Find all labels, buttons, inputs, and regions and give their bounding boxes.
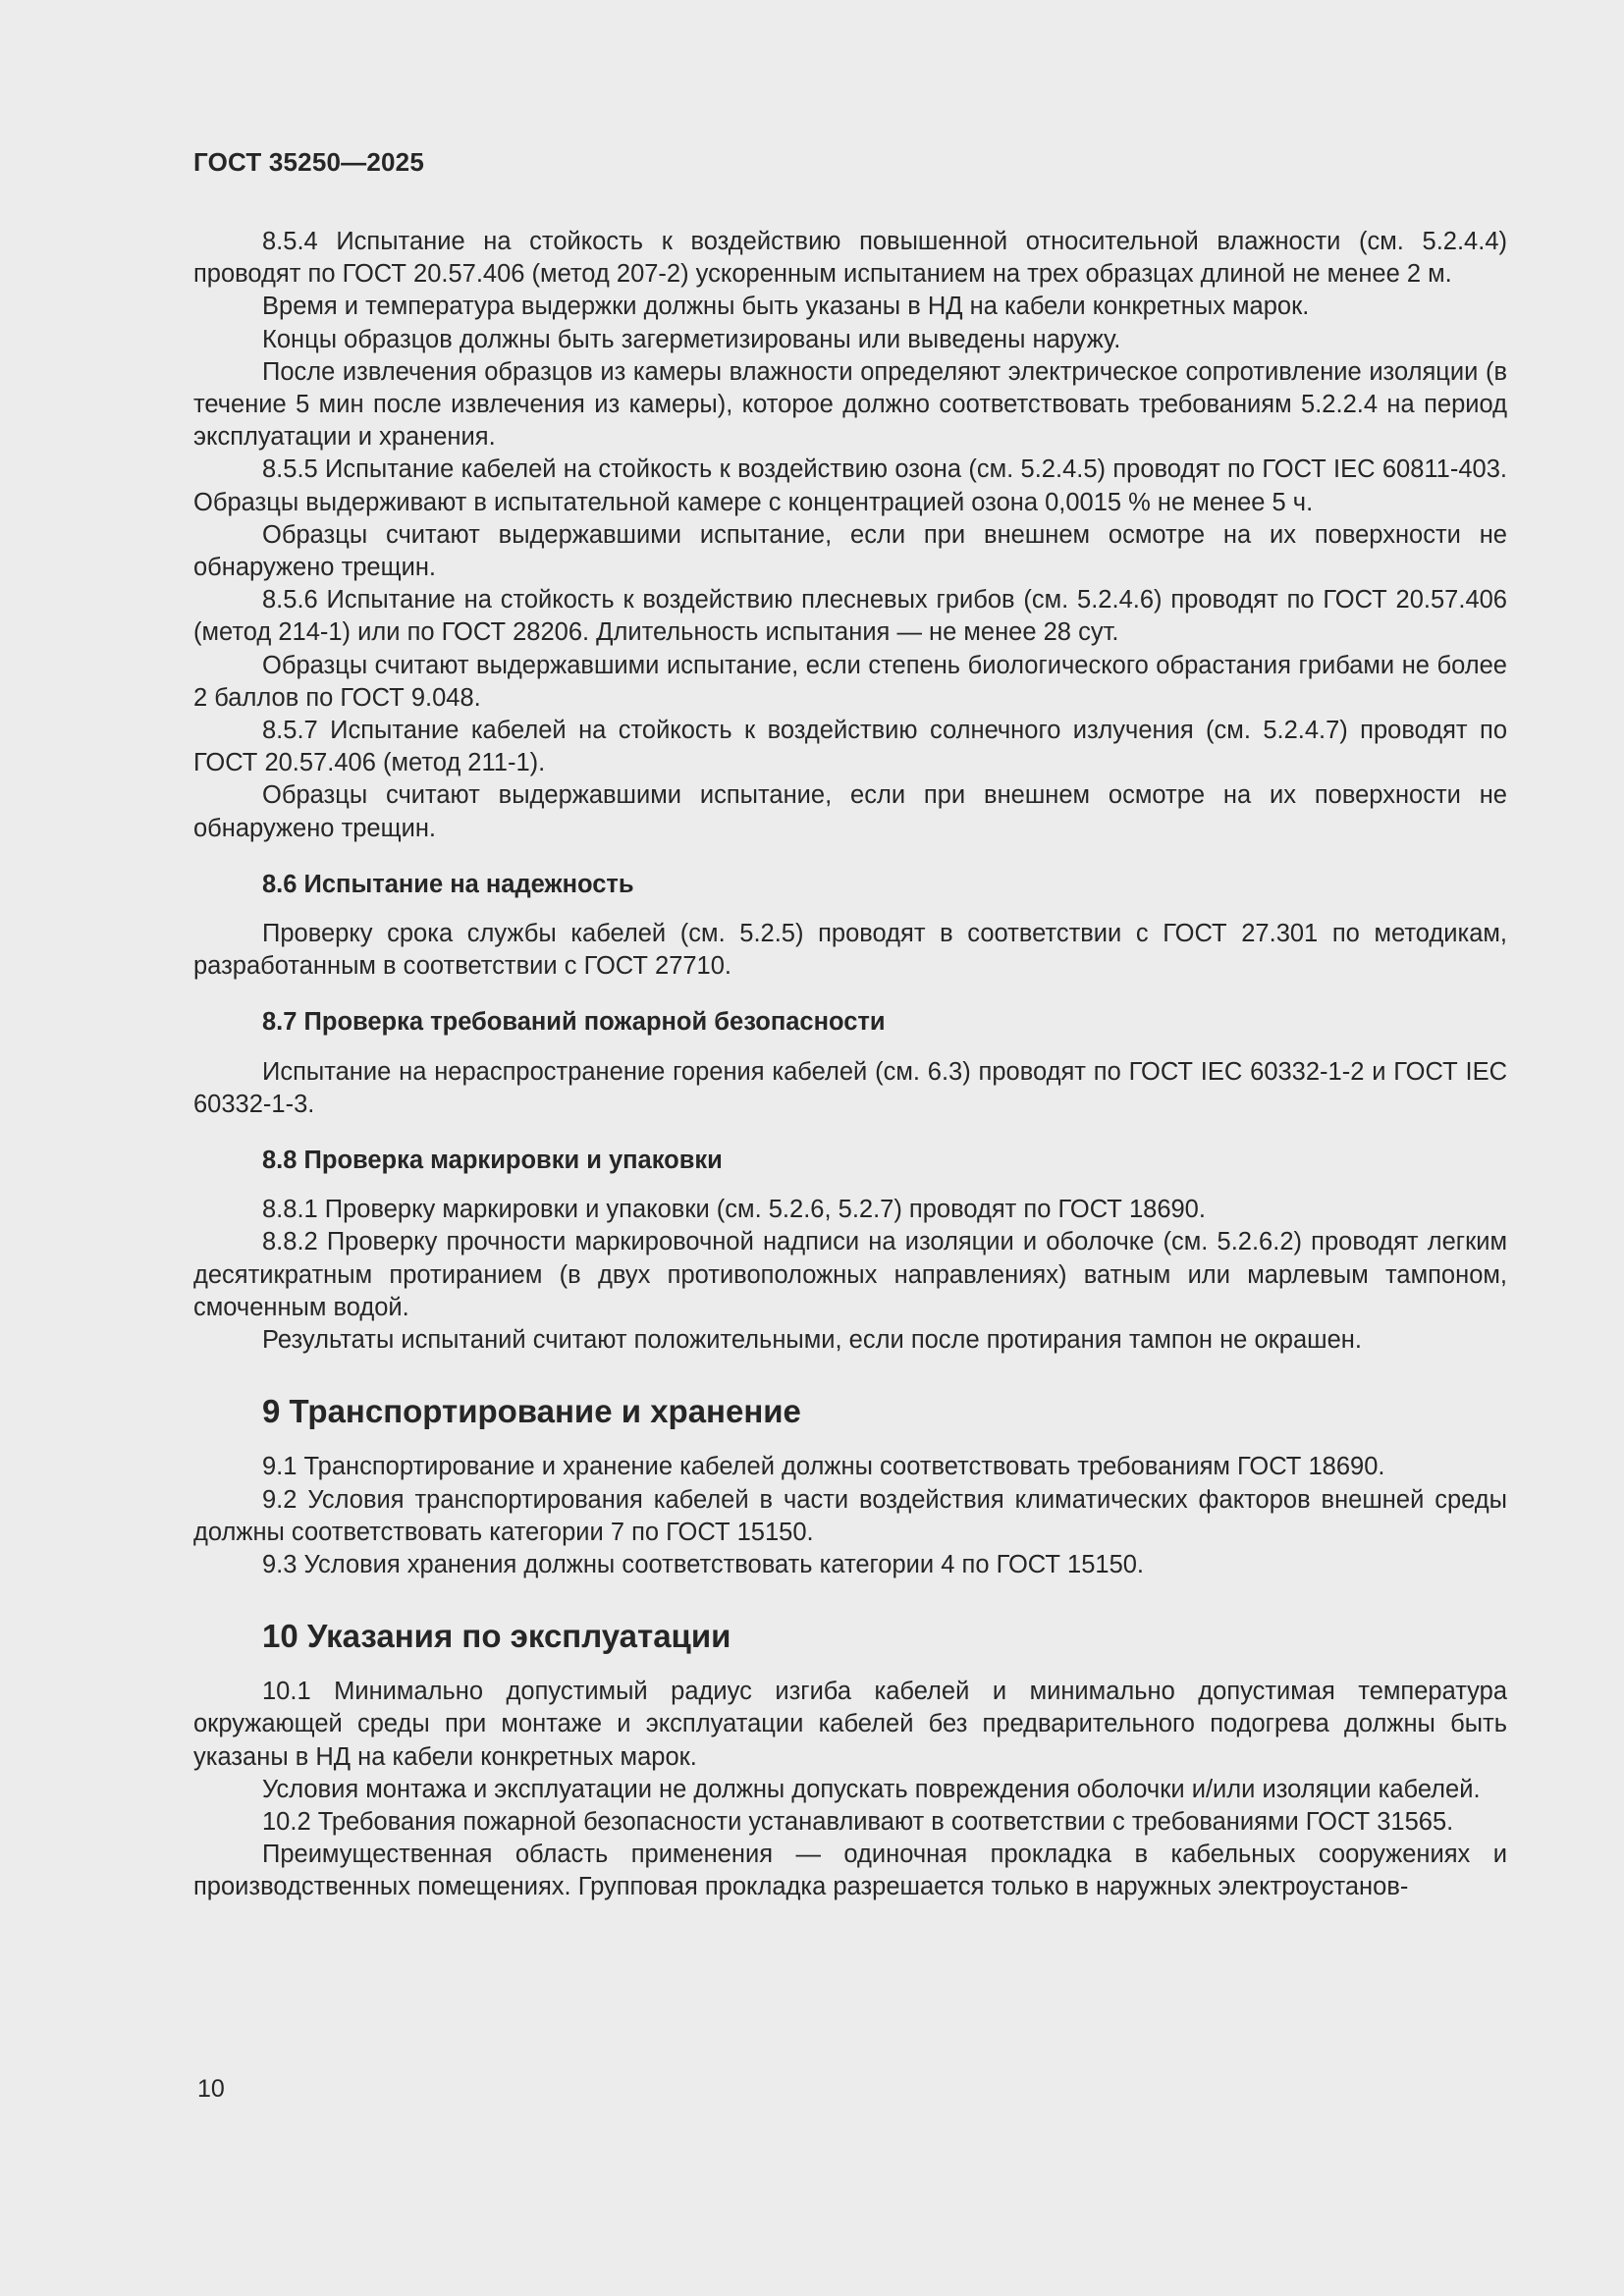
paragraph: Условия монтажа и эксплуатации не должны допускать повреждения оболочки и/или изоляции кабелей. xyxy=(262,1775,1481,1803)
paragraph: Образцы считают выдержавшими испытание, если при внешнем осмотре на их поверхности не обнаружено трещин. xyxy=(193,781,1507,842)
paragraph-8-5-5: 8.5.5 Испытание кабелей на стойкость к воздействию озона (см. 5.2.4.5) проводят по ГОСТ IEC 60811-403. Образцы выдерживают в испытательной камере с концентрацией озона 0,0015 % не менее 5 ч. xyxy=(193,455,1507,516)
document-body xyxy=(193,226,1507,1904)
paragraph: После извлечения образцов из камеры влажности определяют электрическое сопротивление изоляции (в течение 5 мин после извлечения из камеры), которое должно соответствовать требованиям 5.2.2.4 на период эксплуатации и хранения. xyxy=(193,357,1507,452)
paragraph-8-5-7: 8.5.7 Испытание кабелей на стойкость к воздействию солнечного излучения (см. 5.2.4.7) проводят по ГОСТ 20.57.406 (метод 211-1). xyxy=(193,717,1507,777)
paragraph-9-3: 9.3 Условия хранения должны соответствовать категории 4 по ГОСТ 15150. xyxy=(262,1550,1145,1578)
paragraph: Образцы считают выдержавшими испытание, если при внешнем осмотре на их поверхности не обнаружено трещин. xyxy=(193,520,1507,582)
document-id-header: ГОСТ 35250—2025 xyxy=(193,147,424,177)
section-heading-8-6: 8.6 Испытание на надежность xyxy=(262,870,634,898)
paragraph-10-1: 10.1 Минимально допустимый радиус изгиба кабелей и минимально допустимая температура окружающей среды при монтаже и эксплуатации кабелей без предварительного подогрева должны быть указаны в НД на кабели конкретных марок. xyxy=(193,1678,1507,1771)
paragraph: Проверку срока службы кабелей (см. 5.2.5) проводят в соответствии с ГОСТ 27.301 по методикам, разработанным в соответствии с ГОСТ 27710. xyxy=(193,920,1507,981)
paragraph-8-8-2: 8.8.2 Проверку прочности маркировочной надписи на изоляции и оболочке (см. 5.2.6.2) проводят легким десятикратным протиранием (в двух противоположных направлениях) ватным или марлевым тампоном, смоченным водой. xyxy=(193,1228,1507,1321)
paragraph: Образцы считают выдержавшими испытание, если степень биологического обрастания грибами не более 2 баллов по ГОСТ 9.048. xyxy=(193,651,1507,712)
page-number: 10 xyxy=(197,2075,225,2103)
paragraph: Время и температура выдержки должны быть указаны в НД на кабели конкретных марок. xyxy=(262,293,1310,321)
paragraph: Испытание на нераспространение горения кабелей (см. 6.3) проводят по ГОСТ IEC 60332-1-2 и ГОСТ IEC 60332-1-3. xyxy=(193,1057,1507,1118)
chapter-heading-10: 10 Указания по эксплуатации xyxy=(262,1618,731,1655)
paragraph-9-1: 9.1 Транспортирование и хранение кабелей должны соответствовать требованиям ГОСТ 18690. xyxy=(262,1453,1385,1481)
section-heading-8-7: 8.7 Проверка требований пожарной безопасности xyxy=(262,1008,886,1037)
paragraph: Концы образцов должны быть загерметизированы или выведены наружу. xyxy=(262,325,1121,353)
paragraph-8-5-6: 8.5.6 Испытание на стойкость к воздействию плесневых грибов (см. 5.2.4.6) проводят по ГОСТ 20.57.406 (метод 214-1) или по ГОСТ 28206. Длительность испытания — не менее 28 сут. xyxy=(193,586,1507,647)
paragraph-8-5-4: 8.5.4 Испытание на стойкость к воздействию повышенной относительной влажности (см. 5.2.4.4) проводят по ГОСТ 20.57.406 (метод 207-2) ускоренным испытанием на трех образцах длиной не менее 2 м. xyxy=(193,228,1507,289)
section-heading-8-8: 8.8 Проверка маркировки и упаковки xyxy=(262,1147,723,1175)
paragraph: Результаты испытаний считают положительными, если после протирания тампон не окрашен. xyxy=(262,1326,1362,1355)
paragraph: Преимущественная область применения — одиночная прокладка в кабельных сооружениях и производственных помещениях. Групповая прокладка разрешается только в наружных электроустанов- xyxy=(193,1841,1507,1901)
chapter-heading-9: 9 Транспортирование и хранение xyxy=(262,1393,801,1430)
paragraph-9-2: 9.2 Условия транспортирования кабелей в части воздействия климатических факторов внешней среды должны соответствовать категории 7 по ГОСТ 15150. xyxy=(193,1485,1507,1546)
paragraph-8-8-1: 8.8.1 Проверку маркировки и упаковки (см. 5.2.6, 5.2.7) проводят по ГОСТ 18690. xyxy=(262,1196,1206,1224)
paragraph-10-2: 10.2 Требования пожарной безопасности устанавливают в соответствии с требованиями ГОСТ 31565. xyxy=(262,1807,1454,1836)
